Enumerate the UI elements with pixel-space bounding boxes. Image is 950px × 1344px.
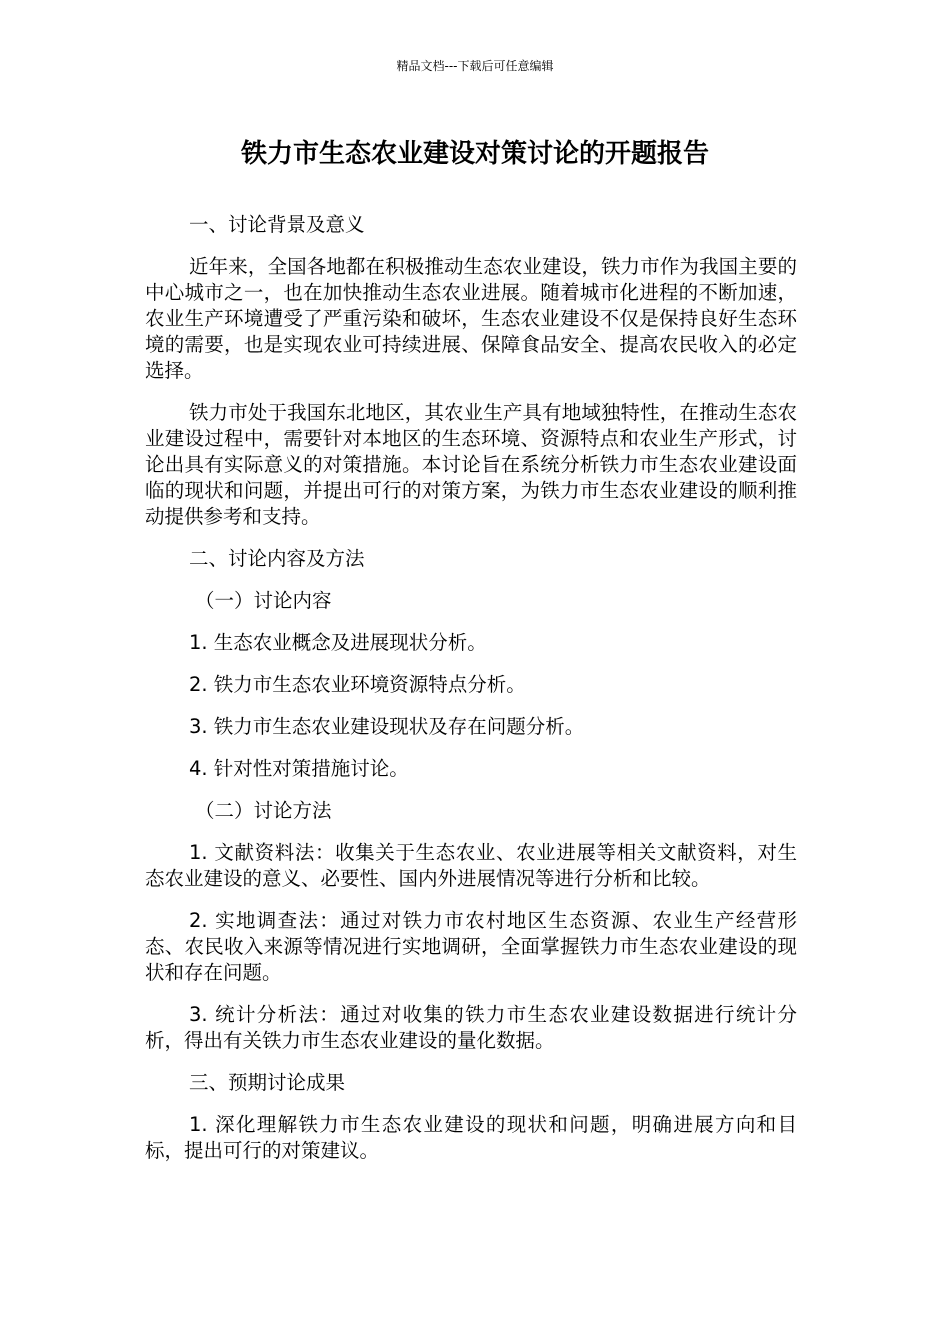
list-item-content-4: 4. 针对性对策措施讨论。 bbox=[189, 757, 409, 780]
section-heading-background: 一、讨论背景及意义 bbox=[189, 213, 365, 236]
header-note: 精品文档---下载后可任意编辑 bbox=[396, 59, 554, 73]
section-heading-expected-results: 三、预期讨论成果 bbox=[189, 1071, 346, 1094]
list-item-method-2: 2. 实地调查法：通过对铁力市农村地区生态资源、农业生产经营形态、农民收入来源等情况进行实地调研，全面掌握铁力市生态农业建设的现状和存在问题。 bbox=[145, 909, 797, 984]
paragraph-background-2: 铁力市处于我国东北地区，其农业生产具有地域独特性，在推动生态农业建设过程中，需要针对本地区的生态环境、资源特点和农业生产形式，讨论出具有实际意义的对策措施。本讨论旨在系统分析铁力市生态农业建设面临的现状和问题，并提出可行的对策方案，为铁力市生态农业建设的顺利推动提供参考和支持。 bbox=[145, 401, 797, 528]
subheading-content: （一）讨论内容 bbox=[195, 589, 332, 612]
list-item-content-3: 3. 铁力市生态农业建设现状及存在问题分析。 bbox=[189, 715, 585, 738]
list-item-method-1: 1. 文献资料法：收集关于生态农业、农业进展等相关文献资料，对生态农业建设的意义、必要性、国内外进展情况等进行分析和比较。 bbox=[145, 841, 797, 890]
list-item-content-2: 2. 铁力市生态农业环境资源特点分析。 bbox=[189, 673, 526, 696]
subheading-method: （二）讨论方法 bbox=[195, 799, 332, 822]
paragraph-background-1: 近年来，全国各地都在积极推动生态农业建设，铁力市作为我国主要的中心城市之一，也在加快推动生态农业进展。随着城市化进程的不断加速，农业生产环境遭受了严重污染和破坏，生态农业建设不仅是保持良好生态环境的需要，也是实现农业可持续进展、保障食品安全、提高农民收入的必定选择。 bbox=[145, 255, 797, 382]
document-body bbox=[145, 212, 797, 1180]
document-title: 铁力市生态农业建设对策讨论的开题报告 bbox=[240, 139, 709, 169]
list-item-result-1: 1. 深化理解铁力市生态农业建设的现状和问题，明确进展方向和目标，提出可行的对策建议。 bbox=[145, 1113, 797, 1162]
list-item-method-3: 3. 统计分析法：通过对收集的铁力市生态农业建设数据进行统计分析，得出有关铁力市生态农业建设的量化数据。 bbox=[145, 1003, 797, 1052]
list-item-content-1: 1. 生态农业概念及进展现状分析。 bbox=[189, 631, 487, 654]
section-heading-content-method: 二、讨论内容及方法 bbox=[189, 547, 365, 570]
